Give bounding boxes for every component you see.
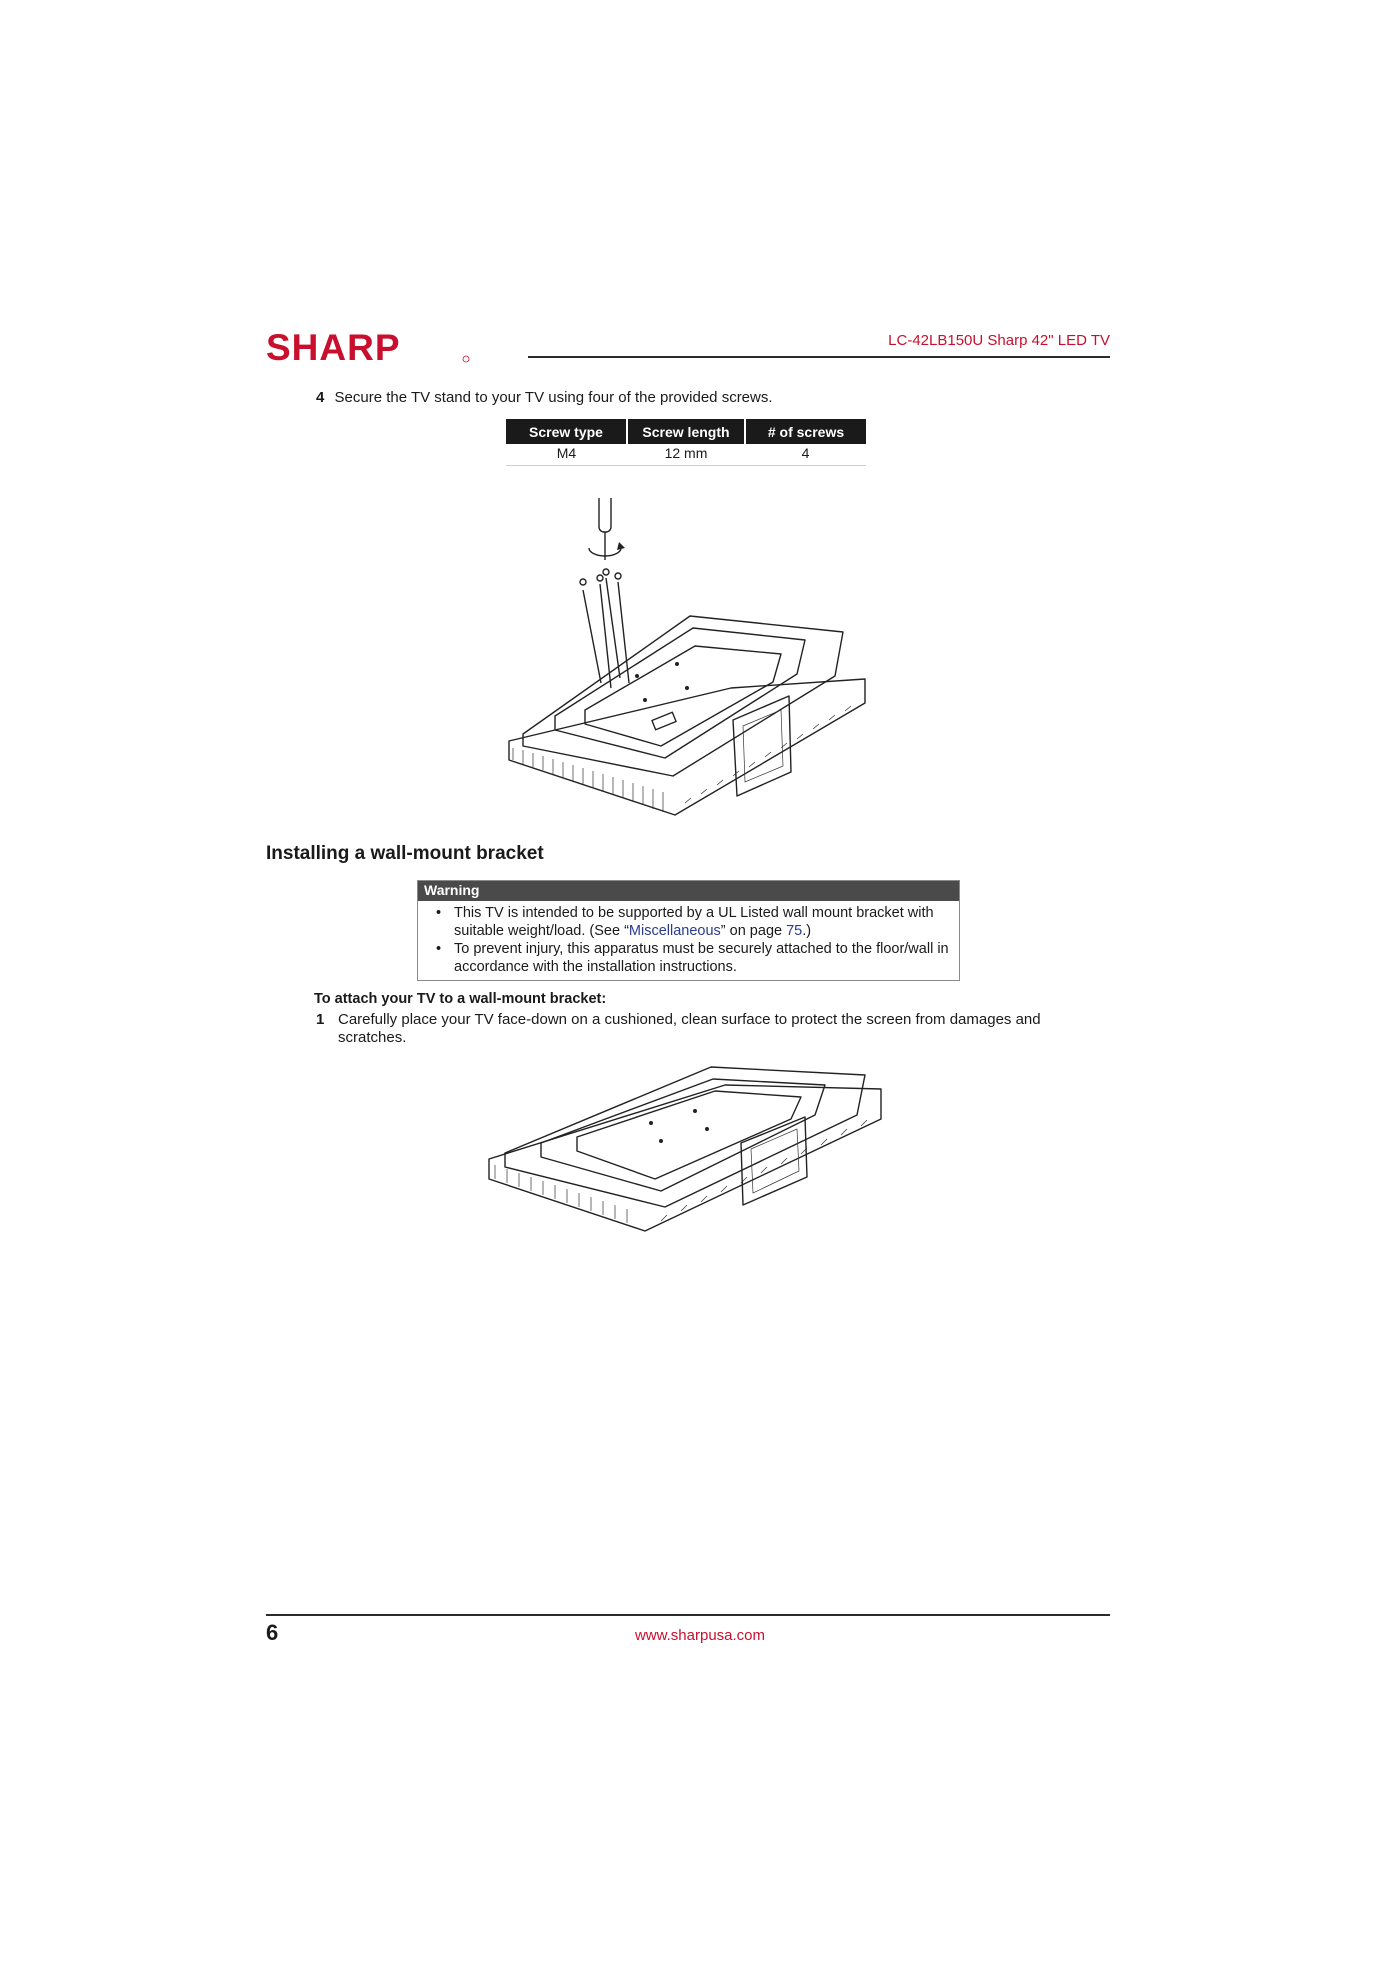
cell-screw-type: M4 [506, 444, 627, 466]
step-number: 1 [316, 1011, 325, 1028]
header-screw-type: Screw type [506, 419, 627, 444]
header-screw-count: # of screws [745, 419, 866, 444]
step-number: 4 [316, 389, 325, 406]
warning-box [417, 880, 960, 981]
footer-url-link[interactable]: www.sharpusa.com [634, 1627, 766, 1644]
tv-stand-screwdriver-illustration [505, 498, 870, 820]
page-number: 6 [266, 1620, 279, 1645]
screw-table [506, 419, 866, 466]
warning-item-1-text: This TV is intended to be supported by a UL Listed wall mount bracket with suitable weight/load. (See “ [454, 905, 934, 939]
step-text: Carefully place your TV face-down on a cushioned, clean surface to protect the screen from damages and scratches. [338, 1011, 1041, 1046]
page-75-link[interactable]: 75 [786, 923, 803, 939]
section-title: Installing a wall-mount bracket [266, 843, 544, 864]
sharp-logo-text: SHARP [266, 330, 401, 364]
tv-face-down-illustration [485, 1055, 885, 1235]
step-4 [316, 389, 773, 407]
header-rule [528, 356, 1110, 358]
table-row [506, 444, 866, 466]
footer-rule [266, 1614, 1110, 1616]
sharp-logo [266, 330, 471, 364]
cell-screw-length: 12 mm [627, 444, 745, 466]
header-screw-length: Screw length [627, 419, 745, 444]
warning-item-1-page-prefix: ” on page [720, 923, 787, 939]
warning-title: Warning [418, 881, 959, 901]
procedure-step-1 [316, 1011, 1076, 1047]
step-text: Secure the TV stand to your TV using four of the provided screws. [334, 389, 773, 406]
table-header-row [506, 419, 866, 444]
warning-item-1-end: .) [802, 923, 812, 939]
warning-item-1 [418, 904, 951, 940]
procedure-heading: To attach your TV to a wall-mount bracket: [314, 991, 607, 1007]
model-title: LC-42LB150U Sharp 42" LED TV [888, 332, 1110, 349]
warning-list [418, 904, 959, 976]
warning-item-2: • To prevent injury, this apparatus must be securely attached to the floor/wall in accordance with the installation instructions. [418, 940, 951, 976]
miscellaneous-link[interactable]: Miscellaneous [628, 923, 721, 939]
cell-screw-count: 4 [745, 444, 866, 466]
